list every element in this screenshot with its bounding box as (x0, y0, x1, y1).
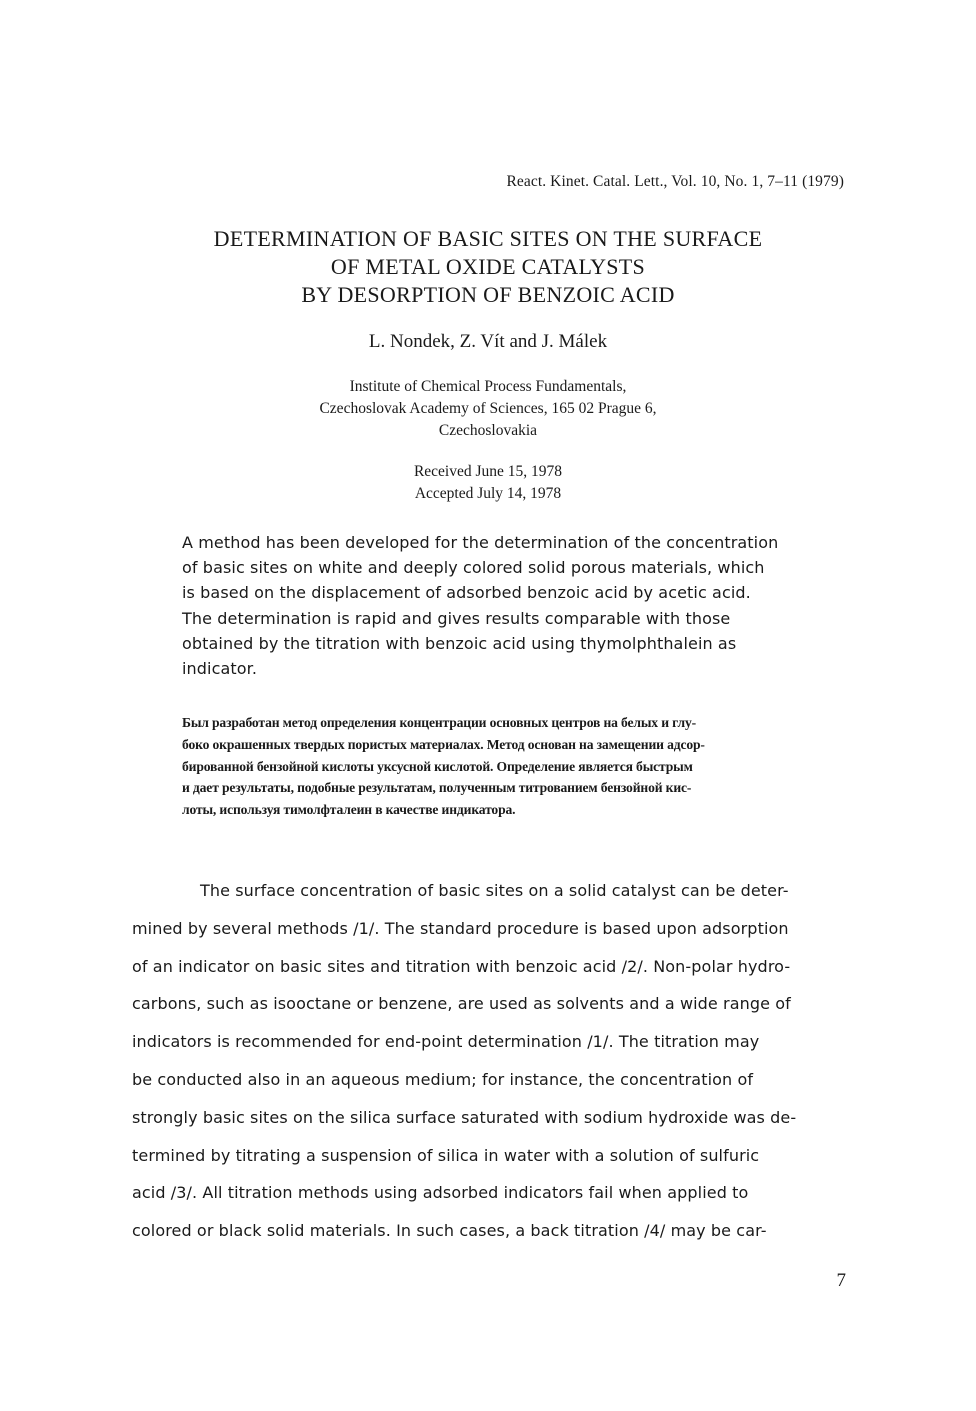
abstract-ru-line: лоты, используя тимолфталеин в качестве индикатора. (182, 802, 516, 818)
dates (0, 461, 976, 505)
body-line: of an indicator on basic sites and titration with benzoic acid /2/. Non-polar hydro- (132, 956, 791, 976)
body-paragraph (132, 872, 852, 1250)
page-number: 7 (836, 1270, 846, 1291)
authors: L. Nondek, Z. Vít and J. Málek (368, 331, 608, 352)
body-line: acid /3/. All titration methods using adsorbed indicators fail when applied to (132, 1183, 749, 1203)
abstract-line: The determination is rapid and gives results comparable with those (182, 608, 731, 628)
title-line: BY DESORPTION OF BENZOIC ACID (301, 282, 675, 307)
body-line: carbons, such as isooctane or benzene, are used as solvents and a wide range of (132, 994, 791, 1014)
abstract-line: of basic sites on white and deeply colored solid porous materials, which (182, 558, 765, 578)
abstract-ru-line: и дает результаты, подобные результатам, полученным титрованием бензойной кис- (182, 780, 692, 796)
abstract-line: indicator. (182, 659, 258, 679)
abstract-russian (182, 712, 862, 821)
abstract-ru-line: бированной бензойной кислоты уксусной кислотой. Определение является быстрым (182, 758, 693, 774)
body-line: be conducted also in an aqueous medium; for instance, the concentration of (132, 1069, 754, 1089)
body-line: mined by several methods /1/. The standard procedure is based upon adsorption (132, 918, 789, 938)
affiliation (0, 376, 976, 442)
abstract-ru-line: Был разработан метод определения концентрации основных центров на белых и глу- (182, 715, 696, 730)
received-date: Received June 15, 1978 (413, 463, 563, 480)
abstract-english (182, 530, 822, 681)
title-line: OF METAL OXIDE CATALYSTS (330, 254, 646, 279)
affiliation-line: Institute of Chemical Process Fundamentals, (349, 378, 627, 395)
paper-title (0, 225, 976, 309)
body-line: strongly basic sites on the silica surface saturated with sodium hydroxide was de- (132, 1107, 797, 1127)
abstract-line: obtained by the titration with benzoic acid using thymolphthalein as (182, 633, 737, 653)
title-line: DETERMINATION OF BASIC SITES ON THE SURFACE (213, 226, 763, 251)
abstract-line: A method has been developed for the determination of the concentration (182, 533, 779, 552)
abstract-line: is based on the displacement of adsorbed benzoic acid by acetic acid. (182, 583, 751, 603)
body-line: indicators is recommended for end-point determination /1/. The titration may (132, 1032, 760, 1052)
body-line: termined by titrating a suspension of silica in water with a solution of sulfuric (132, 1145, 760, 1165)
journal-citation: React. Kinet. Catal. Lett., Vol. 10, No. 1, 7–11 (1979) (506, 173, 844, 190)
affiliation-line: Czechoslovak Academy of Sciences, 165 02 Prague 6, (319, 400, 657, 417)
body-line: colored or black solid materials. In such cases, a back titration /4/ may be car- (132, 1221, 767, 1241)
abstract-ru-line: боко окрашенных твердых пористых материалах. Метод основан на замещении адсор- (182, 736, 705, 752)
accepted-date: Accepted July 14, 1978 (414, 485, 562, 502)
affiliation-line: Czechoslovakia (438, 422, 538, 439)
body-line: The surface concentration of basic sites on a solid catalyst can be deter- (200, 881, 789, 900)
